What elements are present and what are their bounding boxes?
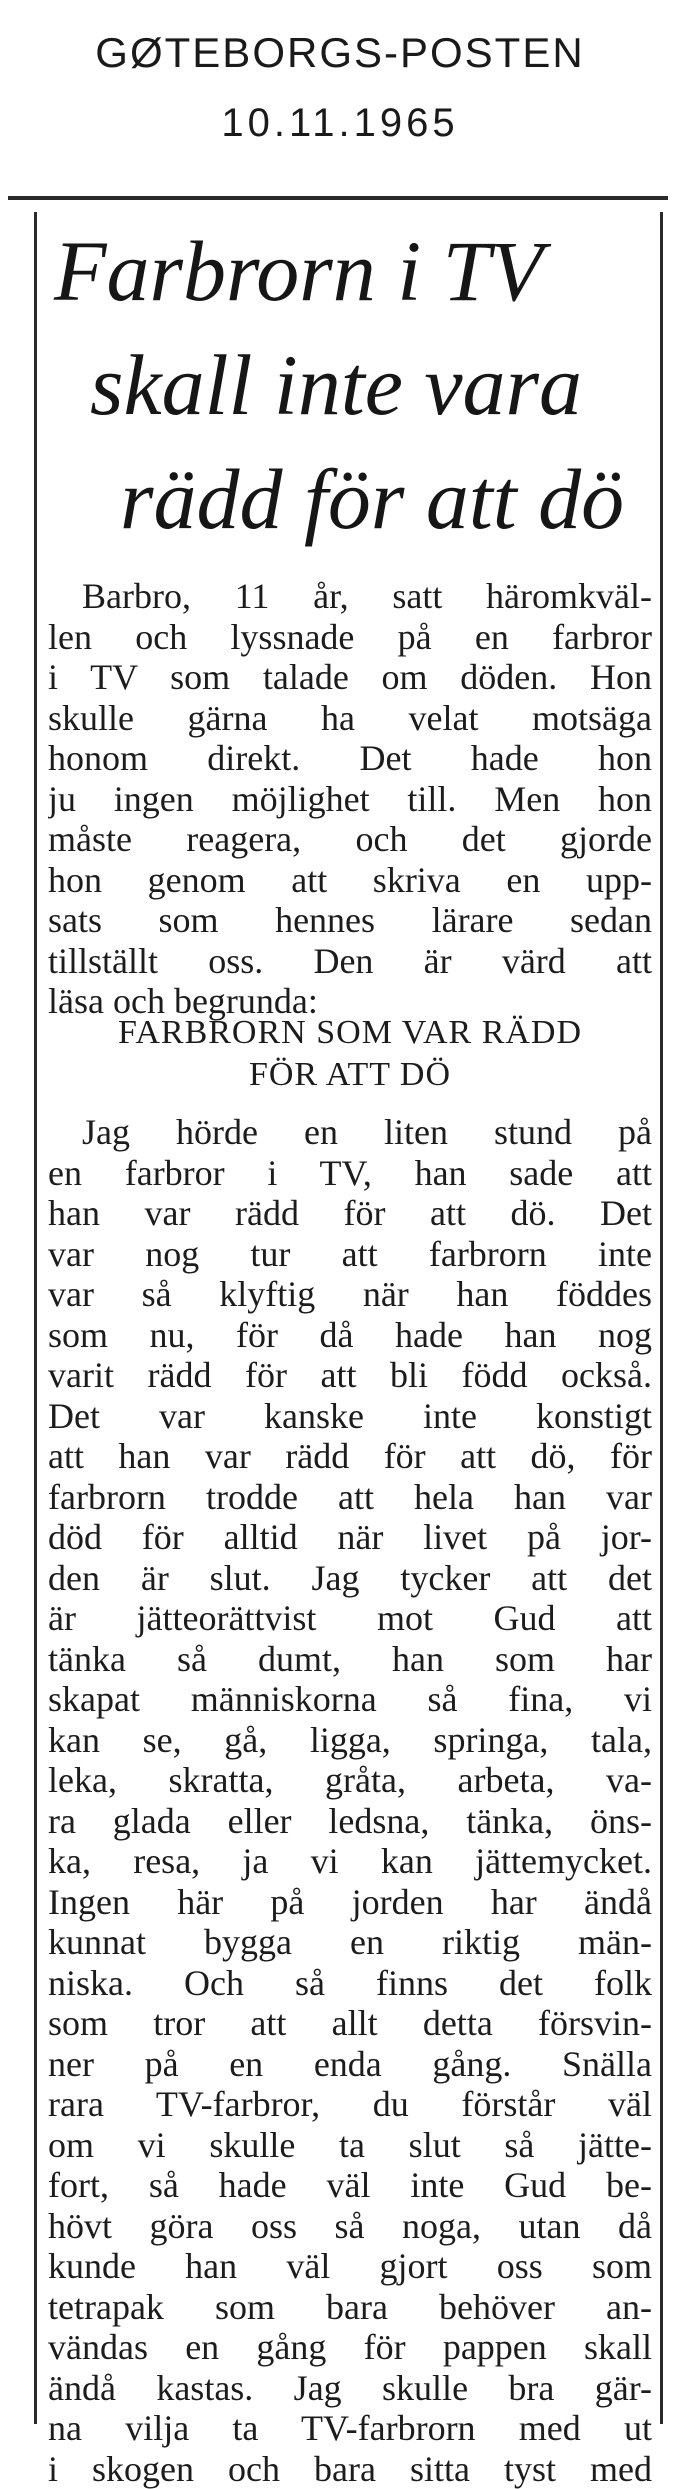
intro-paragraph xyxy=(48,576,652,1022)
essay-line: som tror att allt detta försvin- xyxy=(48,2003,652,2044)
essay-line: skapat människorna så fina, vi xyxy=(48,1679,652,1720)
essay-line: han var rädd för att dö. Det xyxy=(48,1193,652,1234)
essay-line: en farbror i TV, han sade att xyxy=(48,1153,652,1194)
intro-line: ju ingen möjlighet till. Men hon xyxy=(48,779,652,820)
intro-line: honom direkt. Det hade hon xyxy=(48,738,652,779)
essay-line: niska. Och så finns det folk xyxy=(48,1963,652,2004)
headline-line: skall inte vara xyxy=(40,328,660,442)
essay-line: Jag hörde en liten stund på xyxy=(48,1112,652,1153)
intro-line: läsa och begrunda: xyxy=(48,981,652,1022)
intro-line: len och lyssnade på en farbror xyxy=(48,617,652,658)
essay-line: tetrapak som bara behöver an- xyxy=(48,2287,652,2328)
essay-title xyxy=(48,1012,652,1096)
essay-line: den är slut. Jag tycker att det xyxy=(48,1558,652,1599)
essay-line: ra glada eller ledsna, tänka, öns- xyxy=(48,1801,652,1842)
newspaper-name: GØTEBORGS-POSTEN xyxy=(0,28,680,78)
essay-line: i skogen och bara sitta tyst med xyxy=(48,2449,652,2489)
intro-line: hon genom att skriva en upp- xyxy=(48,860,652,901)
headline-line: rädd för att dö xyxy=(40,442,660,556)
essay-line: tänka så dumt, han som har xyxy=(48,1639,652,1680)
essay-title-line: FARBRORN SOM VAR RÄDD xyxy=(48,1012,652,1054)
intro-line: i TV som talade om döden. Hon xyxy=(48,657,652,698)
intro-line: sats som hennes lärare sedan xyxy=(48,900,652,941)
publication-date: 10.11.1965 xyxy=(0,98,680,148)
article-headline xyxy=(40,214,660,556)
essay-line: att han var rädd för att dö, för xyxy=(48,1436,652,1477)
essay-line: Det var kanske inte konstigt xyxy=(48,1396,652,1437)
essay-line: Ingen här på jorden har ändå xyxy=(48,1882,652,1923)
essay-line: som nu, för då hade han nog xyxy=(48,1315,652,1356)
essay-line: na vilja ta TV-farbrorn med ut xyxy=(48,2408,652,2449)
column-border-right xyxy=(660,212,663,2424)
essay-line: ka, resa, ja vi kan jättemycket. xyxy=(48,1841,652,1882)
essay-line: var så klyftig när han föddes xyxy=(48,1274,652,1315)
essay-line: fort, så hade väl inte Gud be- xyxy=(48,2165,652,2206)
essay-line: kunde han väl gjort oss som xyxy=(48,2246,652,2287)
essay-body xyxy=(48,1112,652,2489)
intro-line: tillställt oss. Den är värd att xyxy=(48,941,652,982)
essay-line: kunnat bygga en riktig män- xyxy=(48,1922,652,1963)
intro-line: skulle gärna ha velat motsäga xyxy=(48,698,652,739)
intro-line: Barbro, 11 år, satt häromkväl- xyxy=(48,576,652,617)
essay-line: var nog tur att farbrorn inte xyxy=(48,1234,652,1275)
headline-line: Farbrorn i TV xyxy=(40,214,660,328)
essay-line: vändas en gång för pappen skall xyxy=(48,2327,652,2368)
essay-line: farbrorn trodde att hela han var xyxy=(48,1477,652,1518)
essay-line: ner på en enda gång. Snälla xyxy=(48,2044,652,2085)
essay-line: hövt göra oss så noga, utan då xyxy=(48,2206,652,2247)
essay-title-line: FÖR ATT DÖ xyxy=(48,1054,652,1096)
column-border-left xyxy=(34,212,37,2424)
masthead xyxy=(0,28,680,148)
intro-line: måste reagera, och det gjorde xyxy=(48,819,652,860)
masthead-rule xyxy=(8,196,668,200)
essay-line: död för alltid när livet på jor- xyxy=(48,1517,652,1558)
essay-line: är jätteorättvist mot Gud att xyxy=(48,1598,652,1639)
essay-line: leka, skratta, gråta, arbeta, va- xyxy=(48,1760,652,1801)
essay-line: ändå kastas. Jag skulle bra gär- xyxy=(48,2368,652,2409)
essay-line: rara TV-farbror, du förstår väl xyxy=(48,2084,652,2125)
essay-line: om vi skulle ta slut så jätte- xyxy=(48,2125,652,2166)
essay-line: varit rädd för att bli född också. xyxy=(48,1355,652,1396)
essay-line: kan se, gå, ligga, springa, tala, xyxy=(48,1720,652,1761)
